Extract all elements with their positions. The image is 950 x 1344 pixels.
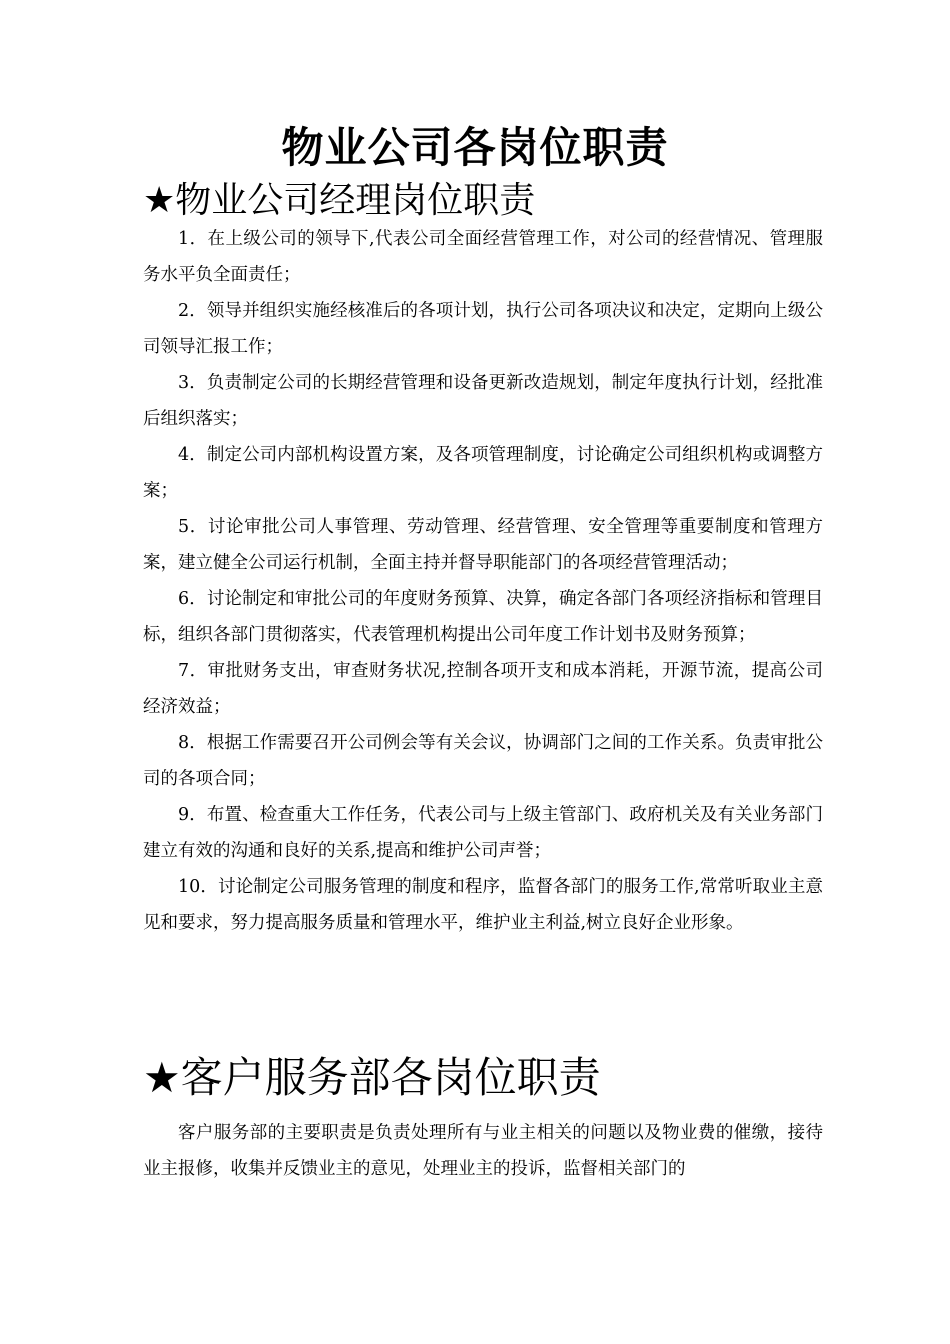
customer-service-intro	[143, 1115, 823, 1187]
section-heading-text: 物业公司经理岗位职责	[175, 180, 536, 221]
section-heading-manager	[143, 176, 535, 226]
duty-item-10: 10．讨论制定公司服务管理的制度和程序，监督各部门的服务工作,常常听取业主意见和要求，努力提高服务质量和管理水平，维护业主利益,树立良好企业形象。	[143, 877, 823, 933]
section-heading-customer-service	[143, 1050, 601, 1106]
duty-item-6: 6．讨论制定和审批公司的年度财务预算、决算，确定各部门各项经济指标和管理目标，组织各部门贯彻落实，代表管理机构提出公司年度工作计划书及财务预算；	[143, 589, 823, 645]
intro-paragraph: 客户服务部的主要职责是负责处理所有与业主相关的问题以及物业费的催缴，接待业主报修，收集并反馈业主的意见，处理业主的投诉，监督相关部门的	[143, 1123, 823, 1179]
duty-item-1: 1．在上级公司的领导下,代表公司全面经营管理工作，对公司的经营情况、管理服务水平负全面责任；	[143, 229, 823, 285]
section-heading-text: 客户服务部各岗位职责	[180, 1053, 601, 1102]
document-title: 物业公司各岗位职责	[281, 123, 669, 172]
duty-item-9: 9．布置、检查重大工作任务，代表公司与上级主管部门、政府机关及有关业务部门建立有效的沟通和良好的关系,提高和维护公司声誉；	[143, 805, 823, 861]
star-icon: ★	[143, 1053, 181, 1102]
duty-item-5: 5．讨论审批公司人事管理、劳动管理、经营管理、安全管理等重要制度和管理方案，建立健全公司运行机制，全面主持并督导职能部门的各项经营管理活动；	[143, 517, 823, 573]
duty-item-3: 3．负责制定公司的长期经营管理和设备更新改造规划，制定年度执行计划，经批准后组织落实；	[143, 373, 823, 429]
star-icon: ★	[143, 180, 176, 221]
duty-item-2: 2．领导并组织实施经核准后的各项计划，执行公司各项决议和决定，定期向上级公司领导汇报工作；	[143, 301, 823, 357]
duty-item-8: 8．根据工作需要召开公司例会等有关会议，协调部门之间的工作关系。负责审批公司的各项合同；	[143, 733, 823, 789]
manager-duties-list	[143, 221, 823, 941]
duty-item-7: 7．审批财务支出，审查财务状况,控制各项开支和成本消耗，开源节流，提高公司经济效益；	[143, 661, 823, 717]
duty-item-4: 4．制定公司内部机构设置方案，及各项管理制度，讨论确定公司组织机构或调整方案；	[143, 445, 823, 501]
